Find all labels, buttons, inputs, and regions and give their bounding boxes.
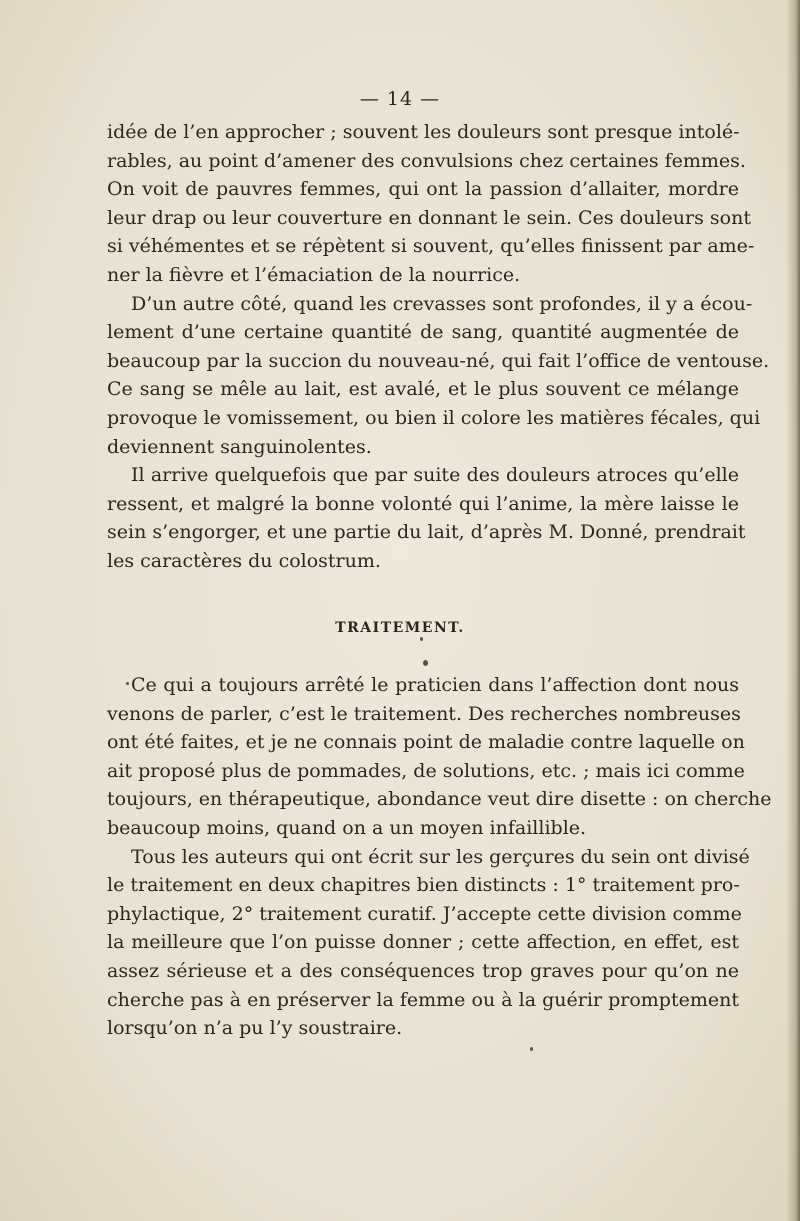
- text-line: beaucoup moins, quand on a un moyen infaillible.: [107, 816, 587, 839]
- text-line: deviennent sanguinolentes.: [107, 435, 372, 458]
- text-line: lorsqu’on n’a pu l’y soustraire.: [107, 1017, 403, 1040]
- text-line: provoque le vomissement, ou bien il colore les matières fécales, qui: [107, 406, 761, 429]
- text-line: Ce qui a toujours arrêté le praticien dans l’affection dont nous: [131, 674, 739, 696]
- text-line: beaucoup par la succion du nouveau-né, qui fait l’office de ventouse.: [107, 349, 770, 372]
- text-line: ont été faites, et je ne connais point de maladie contre laquelle on: [107, 731, 745, 754]
- body-text-bottom: [107, 671, 772, 1043]
- text-line: les caractères du colostrum.: [107, 549, 381, 572]
- text-line: phylactique, 2° traitement curatif. J’accepte cette division comme: [107, 902, 742, 925]
- text-line: sein s’engorger, et une partie du lait, d’après M. Donné, prendrait: [107, 521, 746, 544]
- text-line: rables, au point d’amener des convulsions chez certaines femmes.: [107, 149, 746, 172]
- text-line: On voit de pauvres femmes, qui ont la passion d’allaiter, mordre: [107, 178, 739, 201]
- text-line: ait proposé plus de pommades, de solutions, etc. ; mais ici comme: [107, 759, 745, 782]
- text-line: toujours, en thérapeutique, abondance veut dire disette : on cherche: [107, 788, 772, 811]
- text-line: ressent, et malgré la bonne volonté qui l’anime, la mère laisse le: [107, 492, 739, 515]
- text-line: ner la fièvre et l’émaciation de la nourrice.: [107, 263, 521, 286]
- text-line: venons de parler, c’est le traitement. Des recherches nombreuses: [107, 702, 741, 725]
- text-line: si véhémentes et se répètent si souvent, qu’elles finissent par ame-: [107, 235, 755, 258]
- ink-speck: [423, 660, 428, 666]
- text-line: Il arrive quelquefois que par suite des douleurs atroces qu’elle: [131, 464, 739, 487]
- text-line: le traitement en deux chapitres bien distincts : 1° traitement pro-: [107, 874, 740, 897]
- text-line: idée de l’en approcher ; souvent les douleurs sont presque intolé-: [107, 121, 740, 143]
- text-line: assez sérieuse et a des conséquences trop graves pour qu’on ne: [107, 959, 739, 982]
- text-line: cherche pas à en préserver la femme ou à la guérir promptement: [107, 988, 739, 1011]
- ink-speck: [530, 1047, 533, 1051]
- ink-speck: [126, 682, 129, 685]
- text-line: lement d’une certaine quantité de sang, quantité augmentée de: [107, 321, 739, 344]
- page-edge-shadow: [786, 0, 800, 1221]
- text-line: Tous les auteurs qui ont écrit sur les gerçures du sein ont divisé: [131, 845, 750, 868]
- page-number: — 14 —: [359, 88, 441, 110]
- text-line: Ce sang se mêle au lait, est avalé, et le plus souvent ce mélange: [107, 378, 739, 401]
- section-heading: TRAITEMENT.: [335, 620, 465, 636]
- text-line: D’un autre côté, quand les crevasses sont profondes, il y a écou-: [131, 292, 753, 315]
- text-line: la meilleure que l’on puisse donner ; cette affection, en effet, est: [107, 931, 739, 954]
- text-line: leur drap ou leur couverture en donnant le sein. Ces douleurs sont: [107, 206, 751, 229]
- body-text-top: [107, 118, 770, 576]
- ink-speck: [420, 637, 423, 641]
